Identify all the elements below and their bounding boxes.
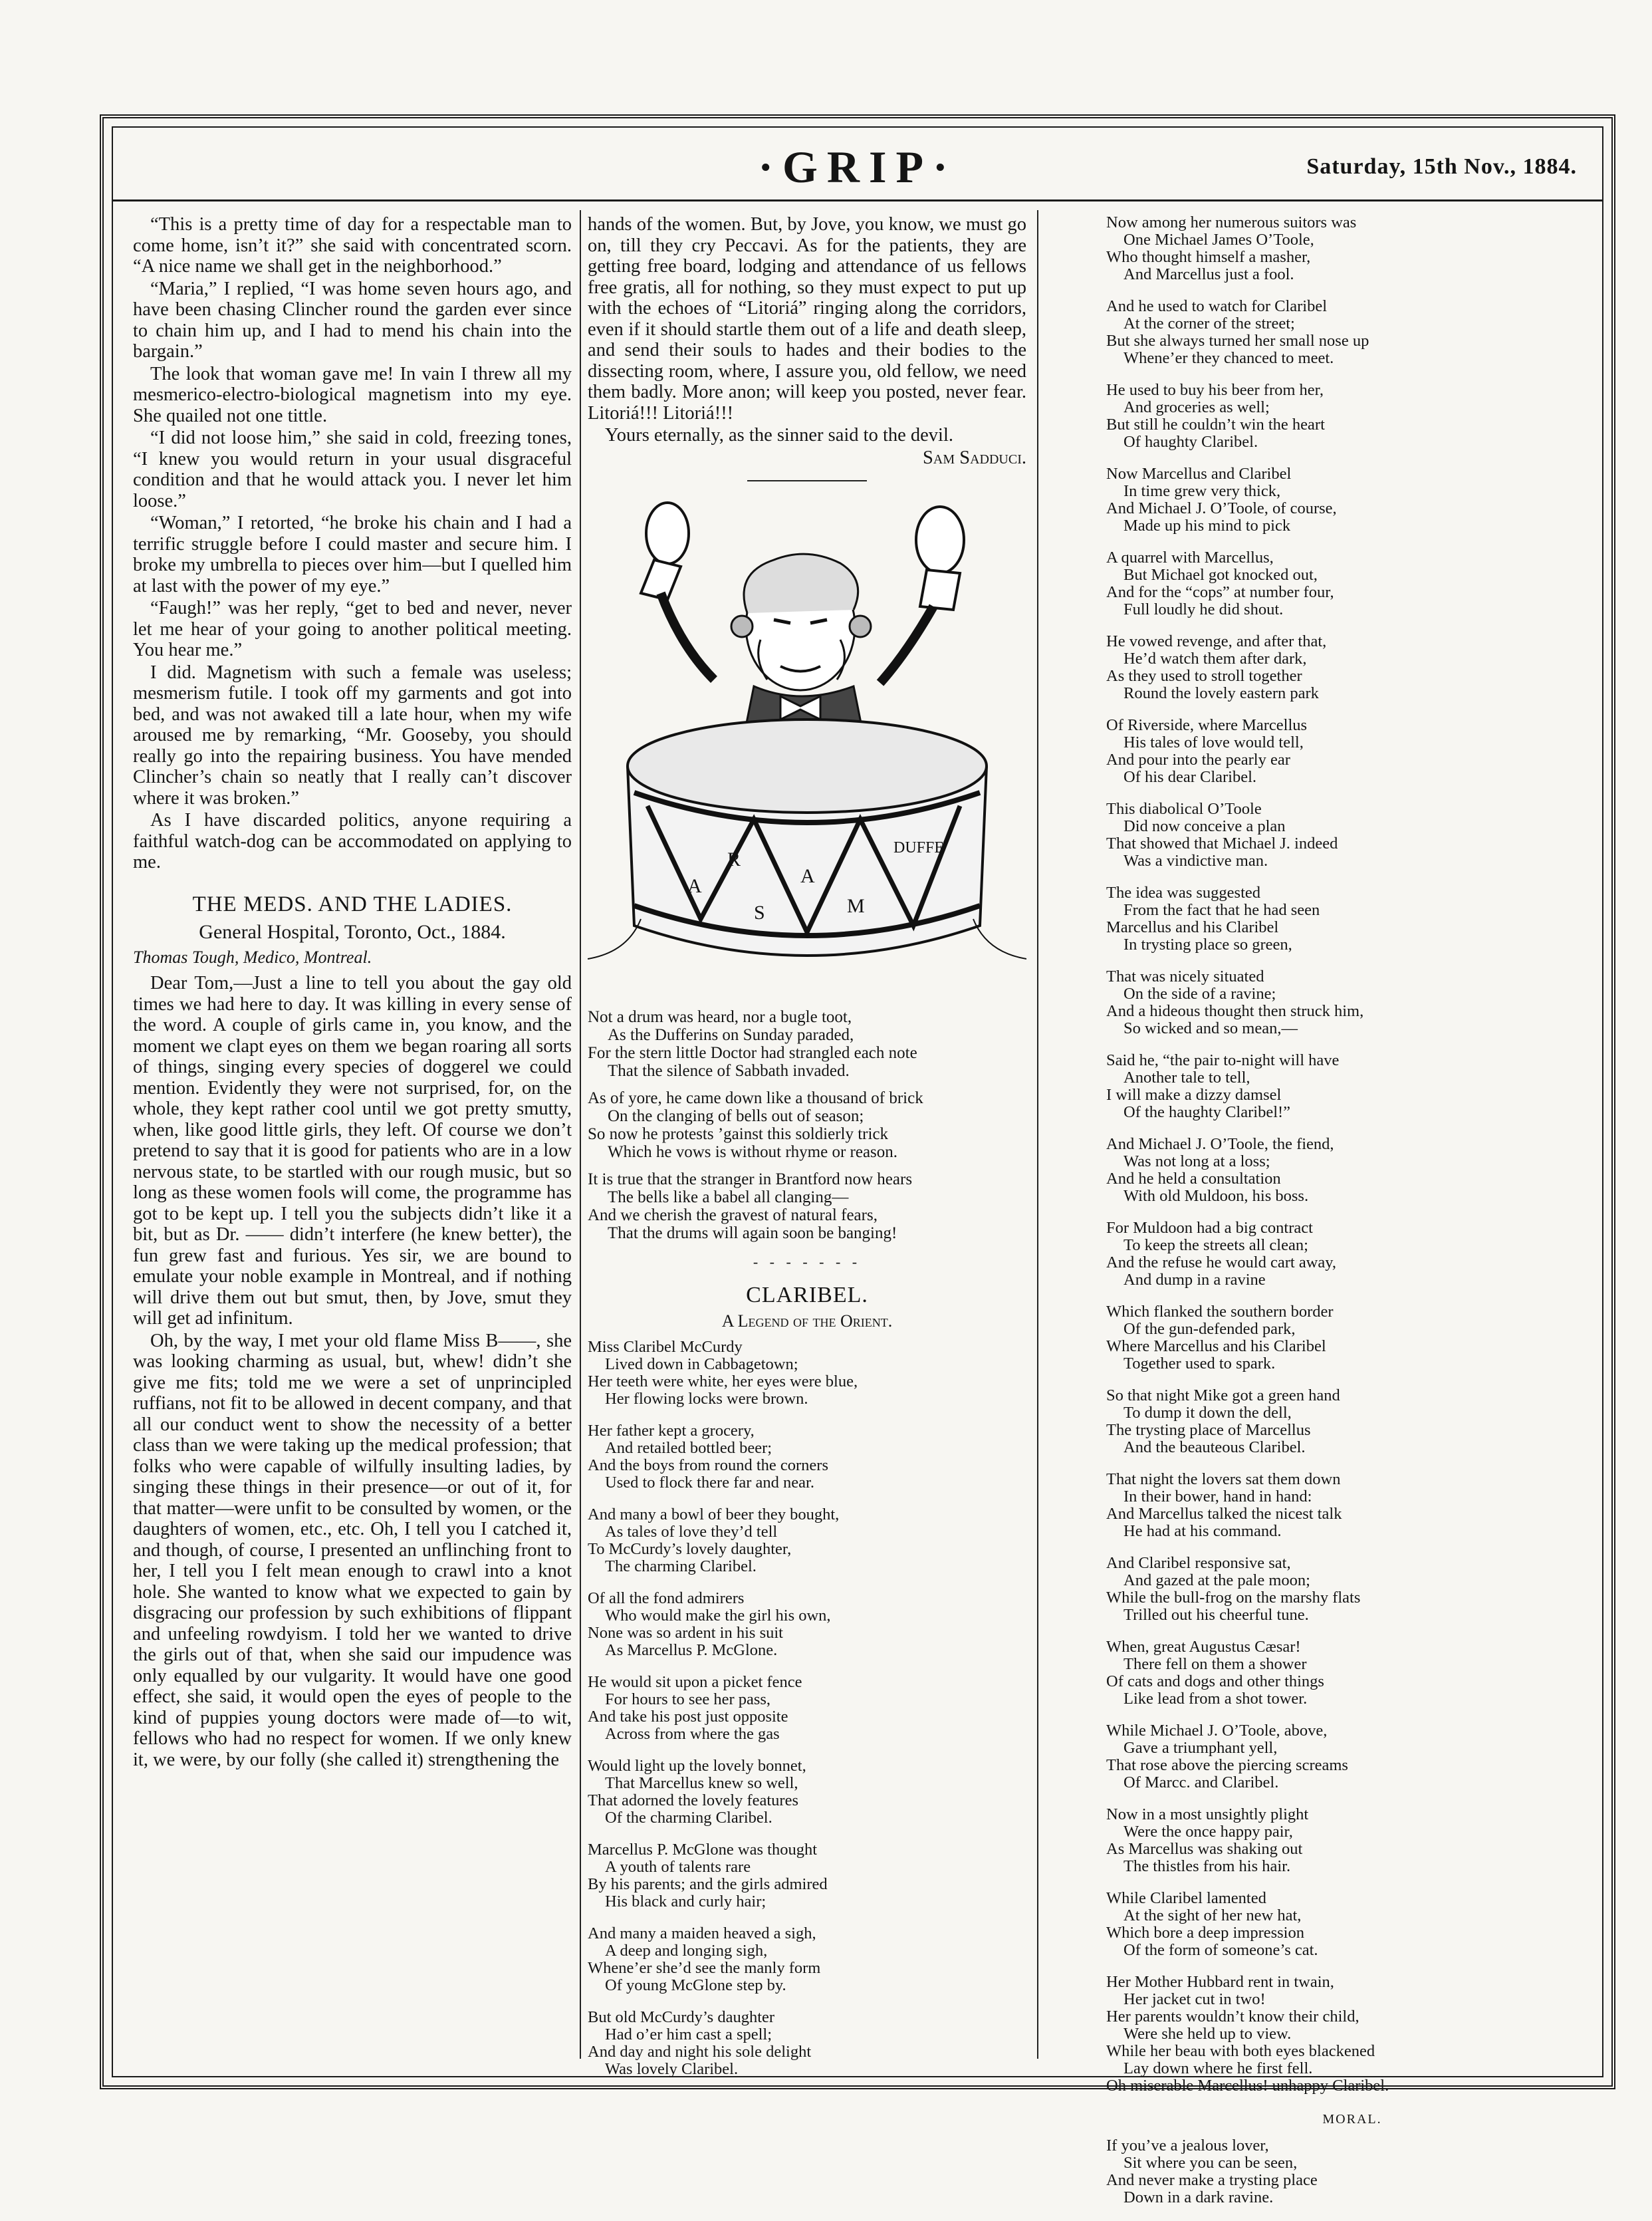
verse-line: Like lead from a shot tower. — [1123, 1690, 1308, 1708]
poem-stanza — [1106, 1555, 1598, 1624]
verse-line: Was a vindictive man. — [1123, 852, 1268, 870]
verse-line: And day and night his sole delight — [588, 2042, 812, 2061]
verse-line: The thistles from his hair. — [1123, 1857, 1291, 1875]
verse-line: And he held a consultation — [1106, 1170, 1281, 1188]
drum-letter: A — [800, 865, 815, 887]
verse-line: Had o’er him cast a spell; — [605, 2025, 772, 2043]
verse-line: Her father kept a grocery, — [588, 1421, 755, 1440]
verse-line: And the refuse he would cart away, — [1106, 1253, 1337, 1271]
verse-line: Which bore a deep impression — [1106, 1924, 1304, 1942]
verse-line: Lived down in Cabbagetown; — [605, 1355, 798, 1373]
verse-line: And Michael J. O’Toole, of course, — [1106, 499, 1337, 517]
verse-line: While the bull-frog on the marshy flats — [1106, 1589, 1361, 1607]
verse-line: Were she held up to view. — [1123, 2025, 1292, 2043]
verse-line: And the beauteous Claribel. — [1123, 1438, 1306, 1456]
verse-line: And Marcellus talked the nicest talk — [1106, 1505, 1342, 1523]
verse-line: While her beau with both eyes blackened — [1106, 2042, 1375, 2060]
verse-line: A youth of talents rare — [605, 1857, 751, 1876]
verse-line: And for the “cops” at number four, — [1106, 583, 1334, 601]
paragraph: I did. Magnetism with such a female was useless; mesmerism futile. I took off my garments and got into bed, and was not awaked till a late hour, when my wife aroused me by remarking, “Mr. Gooseby, you should really go into the repairing business. You have mended Clincher’s chain so neatly that I really can’t discover where it was broken.” — [133, 662, 572, 809]
drum-letter: DUFFE — [893, 839, 945, 856]
poem-stanza — [588, 1339, 1026, 1408]
verse-line: With old Muldoon, his boss. — [1123, 1187, 1309, 1205]
verse-line: But she always turned her small nose up — [1106, 332, 1369, 350]
poem-stanza — [588, 1925, 1026, 1994]
verse-line: And a hideous thought then struck him, — [1106, 1002, 1364, 1020]
verse-line: Who would make the girl his own, — [605, 1606, 831, 1625]
verse-line: The charming Claribel. — [605, 1557, 757, 1575]
verse-stanza — [588, 1008, 1026, 1080]
drum-letter: M — [847, 895, 865, 917]
verse-line: And never make a trysting place — [1106, 2170, 1318, 2189]
verse-line: Sit where you can be seen, — [1123, 2153, 1298, 2172]
poem-stanza — [1106, 214, 1598, 283]
poem-stanza — [1106, 1890, 1598, 1959]
verse-line: By his parents; and the girls admired — [588, 1875, 828, 1893]
verse-line: He used to buy his beer from her, — [1106, 381, 1324, 399]
verse-line: And many a bowl of beer they bought, — [588, 1505, 840, 1523]
verse-line: So that night Mike got a green hand — [1106, 1386, 1340, 1404]
verse-line: Now among her numerous suitors was — [1106, 213, 1357, 231]
verse-line: And the boys from round the corners — [588, 1456, 828, 1474]
article-byline: Thomas Tough, Medico, Montreal. — [133, 947, 372, 967]
poem-stanza — [1106, 801, 1598, 870]
column-2 — [588, 214, 1026, 2093]
masthead-title: ·GRIP· — [758, 142, 957, 192]
paragraph: “I did not loose him,” she said in cold, freezing tones, “I knew you would return in your usual disgraceful condition and that he would attack you. I never let him loose.” — [133, 428, 572, 511]
verse-line: Of the charming Claribel. — [605, 1808, 772, 1827]
poem-stanza — [1106, 1303, 1598, 1372]
verse-line: And Marcellus just a fool. — [1123, 265, 1294, 283]
verse-line: Of all the fond admirers — [588, 1589, 745, 1607]
verse-line: His black and curly hair; — [605, 1892, 767, 1910]
poem-stanza — [588, 2009, 1026, 2078]
verse-stanza — [588, 1170, 1026, 1242]
verse-line: Which he vows is without rhyme or reason. — [608, 1143, 898, 1161]
verse-line: Gave a triumphant yell, — [1123, 1739, 1278, 1757]
verse-line: Of haughty Claribel. — [1123, 433, 1258, 451]
verse-line: That adorned the lovely features — [588, 1791, 799, 1809]
verse-line: And Claribel responsive sat, — [1106, 1554, 1291, 1572]
verse-line: Marcellus P. McGlone was thought — [588, 1840, 817, 1859]
poem-stanza — [588, 1590, 1026, 1659]
verse-line: There fell on them a shower — [1123, 1655, 1307, 1673]
verse-line: Marcellus and his Claribel — [1106, 918, 1279, 936]
poem-stanza — [1106, 1387, 1598, 1456]
verse-line: And we cherish the gravest of natural fears, — [588, 1206, 878, 1224]
verse-line: So now he protests ’gainst this soldierly trick — [588, 1125, 889, 1143]
verse-line: A deep and longing sigh, — [605, 1941, 768, 1960]
left-bundle — [646, 503, 689, 564]
poem-stanza — [588, 1758, 1026, 1827]
masthead — [112, 126, 1603, 201]
verse-line: I will make a dizzy damsel — [1106, 1086, 1282, 1104]
column-1 — [133, 214, 572, 1771]
verse-line: Of the form of someone’s cat. — [1123, 1941, 1318, 1959]
paragraph: “Woman,” I retorted, “he broke his chain and I had a terrific struggle before I could master and secure him. I broke my umbrella to pieces over him—but I quelled him at last with the power of my eye.” — [133, 513, 572, 596]
poem-stanza — [588, 1422, 1026, 1492]
verse-line: A quarrel with Marcellus, — [1106, 549, 1274, 567]
issue-date: Saturday, 15th Nov., 1884. — [1306, 154, 1577, 179]
verse-line: Now Marcellus and Claribel — [1106, 465, 1292, 483]
verse-line: That the drums will again soon be banging! — [608, 1224, 897, 1242]
verse-line: Would light up the lovely bonnet, — [588, 1756, 806, 1775]
verse-line: He had at his command. — [1123, 1522, 1282, 1540]
verse-line: In trysting place so green, — [1123, 936, 1292, 954]
verse-line: If you’ve a jealous lover, — [1106, 2136, 1269, 2155]
verse-line: Her teeth were white, her eyes were blue, — [588, 1372, 858, 1390]
verse-line: Of the gun-defended park, — [1123, 1320, 1296, 1338]
verse-line: Made up his mind to pick — [1123, 517, 1291, 535]
verse-stanza — [588, 1089, 1026, 1161]
verse-line: As tales of love they’d tell — [605, 1522, 778, 1541]
poem-body-continued — [1106, 214, 1598, 2095]
verse-line: Did now conceive a plan — [1123, 817, 1286, 835]
paragraph: “Faugh!” was her reply, “get to bed and never, never let me hear of your going to another political meeting. You hear me.” — [133, 598, 572, 660]
poem-stanza — [1106, 1136, 1598, 1205]
verse-line: And dump in a ravine — [1123, 1271, 1266, 1289]
moral-stanza — [1106, 2137, 1598, 2206]
verse-line: And groceries as well; — [1123, 398, 1270, 416]
verse-line: For Muldoon had a big contract — [1106, 1219, 1313, 1237]
verse-line: At the sight of her new hat, — [1123, 1906, 1302, 1924]
paragraph: Yours eternally, as the sinner said to the devil. — [605, 425, 953, 446]
verse-line: And retailed bottled beer; — [605, 1438, 772, 1457]
verse-line: Were the once happy pair, — [1123, 1823, 1293, 1841]
verse-line: Used to flock there far and near. — [605, 1473, 814, 1492]
verse-line: At the corner of the street; — [1123, 315, 1295, 332]
paragraph: hands of the women. But, by Jove, you know, we must go on, till they cry Peccavi. As for the patients, they are getting free board, lodging and attendance of us fellows free gratis, all for nothing, so they must expect to put up with the echoes of “Litoriá” ringing along the corridors, even if it should startle them out of a life and death sleep, and send their souls to hades and their bodies to the dissecting room, where, I assure you, old fellow, we need them badly. More anon; will keep you posted, never fear. Litoriá!!! Litoriá!!! — [588, 214, 1026, 424]
verse-line: That was nicely situated — [1106, 968, 1264, 985]
verse-line: This diabolical O’Toole — [1106, 800, 1262, 818]
signature: Sam Sadduci. — [923, 447, 1026, 468]
verse-line: While Claribel lamented — [1106, 1889, 1266, 1907]
verse-line: Said he, “the pair to-night will have — [1106, 1051, 1340, 1069]
verse-line: From the fact that he had seen — [1123, 901, 1320, 919]
verse-line: As Marcellus P. McGlone. — [605, 1640, 778, 1659]
poem-stanza — [1106, 1220, 1598, 1289]
poem-stanza — [1106, 1052, 1598, 1121]
article-heading: THE MEDS. AND THE LADIES. — [192, 892, 513, 916]
verse-line: Of his dear Claribel. — [1123, 768, 1257, 786]
verse-line: On the side of a ravine; — [1123, 985, 1276, 1003]
verse-line: The idea was suggested — [1106, 884, 1260, 902]
verse-line: He vowed revenge, and after that, — [1106, 632, 1327, 650]
verse-line: None was so ardent in his suit — [588, 1623, 783, 1642]
verse-line: Which flanked the southern border — [1106, 1303, 1334, 1321]
verse-line: To keep the streets all clean; — [1123, 1236, 1308, 1254]
poem-stanza — [1106, 1722, 1598, 1791]
verse-line: His tales of love would tell, — [1123, 733, 1304, 751]
verse-line: As the Dufferins on Sunday paraded, — [608, 1026, 854, 1044]
poem-stanza — [1106, 717, 1598, 786]
verse-line: As Marcellus was shaking out — [1106, 1840, 1303, 1858]
verse-line: Miss Claribel McCurdy — [588, 1337, 743, 1356]
verse-line: He’d watch them after dark, — [1123, 650, 1307, 668]
poem-stanza — [1106, 1974, 1598, 2095]
verse-line: Together used to spark. — [1123, 1355, 1276, 1372]
verse-line: Where Marcellus and his Claribel — [1106, 1337, 1326, 1355]
verse-line: In their bower, hand in hand: — [1123, 1488, 1312, 1505]
verse-line: Of Riverside, where Marcellus — [1106, 716, 1308, 734]
verse-line: The bells like a babel all clanging— — [608, 1188, 849, 1206]
column-rule — [1037, 210, 1038, 2059]
paragraph: As I have discarded politics, anyone requiring a faithful watch-dog can be accommodated on applying to me. — [133, 810, 572, 872]
verse-line: To dump it down the dell, — [1123, 1404, 1292, 1422]
verse-line: That showed that Michael J. indeed — [1106, 835, 1338, 852]
verse-line: Was lovely Claribel. — [605, 2059, 739, 2078]
paragraph: Dear Tom,—Just a line to tell you about the gay old times we had here to day. It was killing in every sense of the word. A couple of girls came in, you know, and the moment we clapt eyes on them we began roaring all sorts of things, singing every species of doggerel we could mention. Evidently they were not surprised, for, on the whole, they kept rather cool until we got pretty smutty, when, like good little girls, they left. Of course we don’t pretend to say that it is good for patients who are in a low nervous state, to be startled with our rough music, but so long as these women fools will come, the programme has got to be kept up. I tell you the subjects didn’t like it a bit, but as Dr. —— didn’t interfere (he knew better), the fun grew fast and furious. Yes sir, we are bound to emulate your noble example in Montreal, and if nothing will drive them out but smut, then, by Jove, smut they will get ad infinitum. — [133, 973, 572, 1329]
verse-line: Who thought himself a masher, — [1106, 248, 1311, 266]
paragraph: The look that woman gave me! In vain I threw all my mesmerico-electro-biological magnetism into my eye. She quailed not one tittle. — [133, 363, 572, 426]
verse-line: Of the haughty Claribel!” — [1123, 1103, 1291, 1121]
poem-title: CLARIBEL. — [746, 1282, 868, 1307]
caricature-head — [731, 554, 871, 690]
paragraph: Oh, by the way, I met your old flame Miss B——, she was looking charming as usual, but, whew! didn’t she give me fits; told me we were a set of unprincipled ruffians, not fit to be allowed in decent company, and that all our conduct went to show the necessity of a better class than we were taking up the medical profession; that folks who were capable of wilfully insulting ladies, by singing these things in their presence—or out of it, for that matter—were unfit to be consulted by women, or the daughters of women, etc., etc. Oh, I tell you I catched it, and though, of course, I presented an unflinching front to her, I tell you I felt mean enough to crawl into a knot hole. She wanted to know what we expected to gain by disgracing our profession by such exhibitions of flippant and unfeeling rowdyism. I told her we wanted to drive the girls out of that, when she said our impudence was only equalled by our vulgarity. It would have one good effect, she said, it would open the eyes of people to the kind of puppies young doctors were made of—to wit, fellows who had no respect for women. If we only knew it, we were, by our folly (she called it) strengthening the — [133, 1330, 572, 1770]
verse-line: When, great Augustus Cæsar! — [1106, 1638, 1301, 1656]
column-3 — [1106, 214, 1598, 2221]
poem-stanza — [1106, 1806, 1598, 1875]
verse-line: Oh miserable Marcellus! unhappy Claribel. — [1106, 2077, 1389, 2095]
poem-stanza — [588, 1506, 1026, 1575]
drum-letter: S — [754, 902, 765, 924]
drum-letter: R — [727, 849, 741, 870]
verse-line: Another tale to tell, — [1123, 1069, 1250, 1087]
verse-line: And take his post just opposite — [588, 1707, 788, 1726]
poem-body — [588, 1339, 1026, 2078]
poem-stanza — [588, 1841, 1026, 1910]
verse-line: Lay down where he first fell. — [1123, 2059, 1313, 2077]
verse-line: Whene’er they chanced to meet. — [1123, 349, 1334, 367]
article-dateline: General Hospital, Toronto, Oct., 1884. — [199, 921, 506, 943]
verse-line: So wicked and so mean,— — [1123, 1019, 1298, 1037]
verse-line: And he used to watch for Claribel — [1106, 297, 1328, 315]
verse-line: In time grew very thick, — [1123, 482, 1281, 500]
section-separator: - - - - - - - — [753, 1253, 862, 1270]
verse-line: That night the lovers sat them down — [1106, 1470, 1341, 1488]
verse-line: And gazed at the pale moon; — [1123, 1571, 1310, 1589]
verse-line: And pour into the pearly ear — [1106, 751, 1290, 769]
verse-line: Her parents wouldn’t know their child, — [1106, 2008, 1359, 2025]
verse-line: The trysting place of Marcellus — [1106, 1421, 1311, 1439]
poem-stanza — [1106, 633, 1598, 702]
verse-line: And many a maiden heaved a sigh, — [588, 1924, 816, 1942]
verse-line: Whene’er she’d see the manly form — [588, 1958, 821, 1977]
verse-line: Her Mother Hubbard rent in twain, — [1106, 1973, 1334, 1991]
verse-line: On the clanging of bells out of season; — [608, 1107, 864, 1125]
poem-stanza — [1106, 549, 1598, 618]
column-rule — [580, 210, 581, 2059]
verse-line: One Michael James O’Toole, — [1123, 231, 1314, 249]
verse-line: To McCurdy’s lovely daughter, — [588, 1539, 792, 1558]
verse-line: That the silence of Sabbath invaded. — [608, 1062, 850, 1080]
verse-line: That Marcellus knew so well, — [605, 1773, 798, 1792]
verse-line: Of young McGlone step by. — [605, 1976, 786, 1994]
poem-stanza — [1106, 1638, 1598, 1708]
verse-line: Down in a dark ravine. — [1123, 2188, 1274, 2206]
poem-stanza — [1106, 465, 1598, 535]
verse-line: But old McCurdy’s daughter — [588, 2008, 775, 2026]
poem-subtitle: A Legend of the Orient. — [721, 1311, 893, 1331]
verse-line: Not a drum was heard, nor a bugle toot, — [588, 1008, 852, 1026]
verse-line: While Michael J. O’Toole, above, — [1106, 1722, 1328, 1740]
verse-line: For hours to see her pass, — [605, 1690, 771, 1708]
verse-line: Was not long at a loss; — [1123, 1152, 1270, 1170]
poem-stanza — [1106, 1471, 1598, 1540]
verse-line: Round the lovely eastern park — [1123, 684, 1319, 702]
drum-letter: A — [687, 875, 702, 897]
verse-line: Across from where the gas — [605, 1724, 780, 1743]
verse-line: That rose above the piercing screams — [1106, 1756, 1348, 1774]
verse-line: Of Marcc. and Claribel. — [1123, 1773, 1279, 1791]
verse-line: Now in a most unsightly plight — [1106, 1805, 1309, 1823]
paragraph: “Maria,” I replied, “I was home seven hours ago, and have been chasing Clincher round the garden ever since to chain him up, and I had to mend his chain into the bargain.” — [133, 278, 572, 362]
verse-line: Her flowing locks were brown. — [605, 1389, 808, 1408]
moral-label: MORAL. — [1322, 2112, 1382, 2127]
verse-line: Trilled out his cheerful tune. — [1123, 1606, 1309, 1624]
verse-line: He would sit upon a picket fence — [588, 1672, 802, 1691]
poem-stanza — [1106, 382, 1598, 451]
verse-line: Full loudly he did shout. — [1123, 600, 1284, 618]
poem-stanza — [1106, 884, 1598, 954]
poem-stanza — [588, 1674, 1026, 1743]
verse-line: As of yore, he came down like a thousand of brick — [588, 1089, 923, 1107]
paragraph: “This is a pretty time of day for a respectable man to come home, isn’t it?” she said with concentrated scorn. “A nice name we shall get in the neighborhood.” — [133, 214, 572, 277]
verse-line: But still he couldn’t win the heart — [1106, 416, 1325, 434]
drum-cartoon-illustration — [588, 493, 1026, 999]
poem-stanza — [1106, 298, 1598, 367]
verse-line: And Michael J. O’Toole, the fiend, — [1106, 1135, 1334, 1153]
verse-line: But Michael got knocked out, — [1123, 566, 1318, 584]
verse-line: Her jacket cut in two! — [1123, 1990, 1266, 2008]
divider — [747, 480, 867, 481]
poem-stanza — [1106, 968, 1598, 1037]
verse-line: Of cats and dogs and other things — [1106, 1672, 1324, 1690]
verse-line: As they used to stroll together — [1106, 667, 1302, 685]
verse-line: For the stern little Doctor had strangled each note — [588, 1044, 917, 1062]
right-bundle — [916, 507, 964, 573]
verse-line: It is true that the stranger in Brantford now hears — [588, 1170, 913, 1188]
drum — [588, 719, 1026, 959]
